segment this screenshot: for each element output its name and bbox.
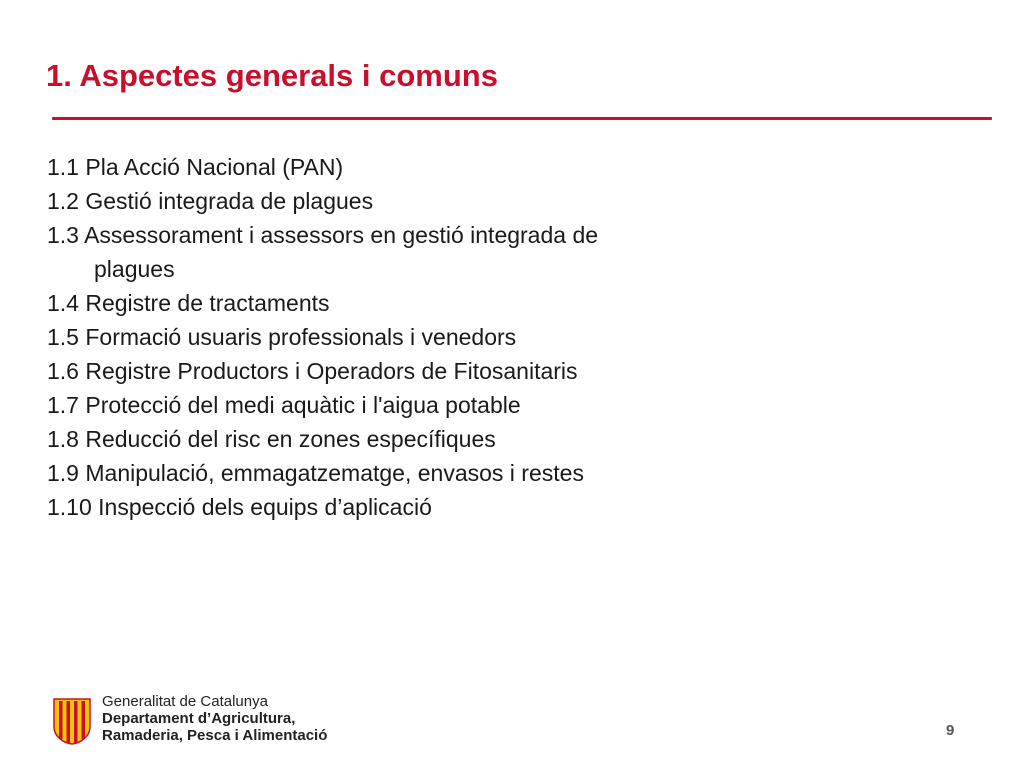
list-item: 1.2 Gestió integrada de plagues [47, 188, 374, 214]
list-item: 1.6 Registre Productors i Operadors de Fitosanitaris [47, 358, 578, 384]
list-item: 1.10 Inspecció dels equips d’aplicació [47, 494, 432, 520]
list-item-text: 1.3 Assessorament i assessors en gestió integrada de [47, 222, 599, 248]
title-divider [52, 117, 992, 120]
list-item: 1.5 Formació usuaris professionals i venedors [47, 324, 517, 350]
slide-title: 1. Aspectes generals i comuns [46, 58, 498, 93]
list-item: 1.4 Registre de tractaments [47, 290, 330, 316]
topic-list [47, 150, 598, 524]
list-item: 1.1 Pla Acció Nacional (PAN) [47, 154, 344, 180]
list-item: 1.9 Manipulació, emmagatzematge, envasos i restes [47, 460, 584, 486]
list-item: 1.8 Reducció del risc en zones específiques [47, 426, 496, 452]
department-name-line1: Departament d’Agricultura, [102, 710, 296, 727]
organization-block [102, 693, 327, 744]
list-item: 1.7 Protecció del medi aquàtic i l'aigua potable [47, 392, 521, 418]
organization-name: Generalitat de Catalunya [102, 693, 268, 710]
catalan-flag-icon [52, 697, 92, 745]
list-item-continuation: plagues [94, 256, 175, 282]
department-name-line2: Ramaderia, Pesca i Alimentació [102, 727, 328, 744]
list-item [47, 218, 598, 286]
page-number: 9 [946, 722, 955, 739]
